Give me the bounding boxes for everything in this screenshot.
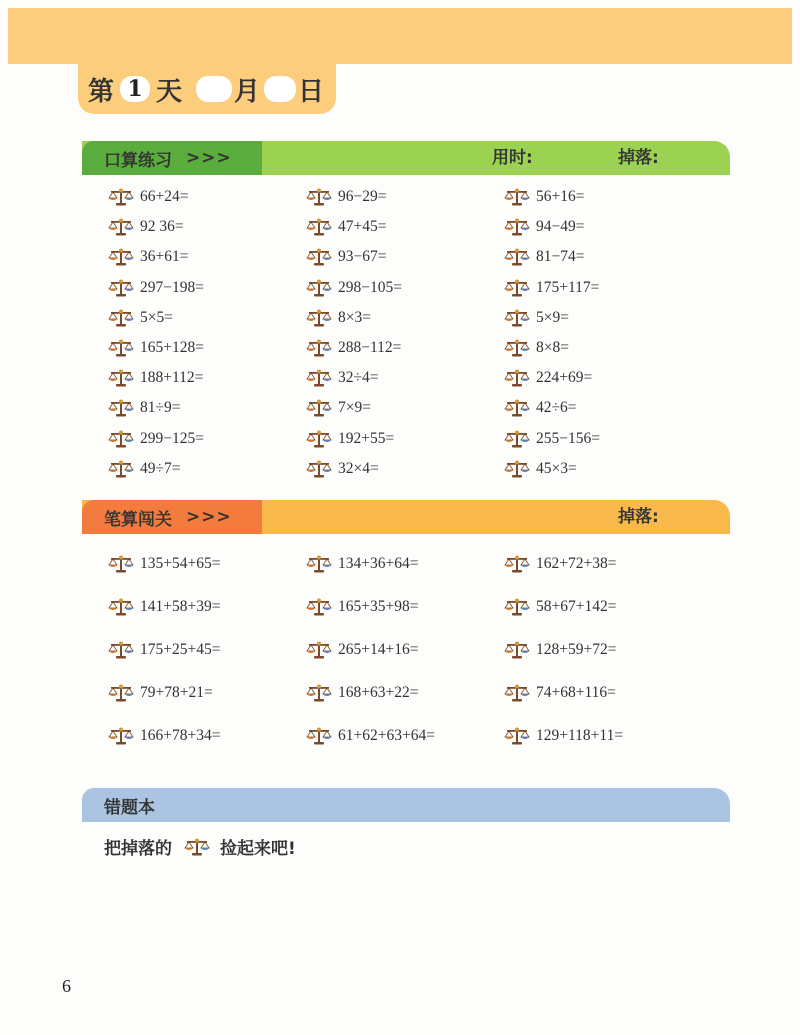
balance-scale-icon: [504, 598, 530, 616]
balance-scale-icon: [108, 684, 134, 702]
balance-scale-icon: [306, 339, 332, 357]
problem-item: [504, 424, 702, 454]
problem-text: 175+117=: [536, 278, 600, 296]
problem-item: [504, 393, 702, 423]
problem-item: [108, 393, 306, 423]
problem-text: 288−112=: [338, 339, 402, 357]
problem-item: [504, 182, 702, 212]
balance-scale-icon: [108, 218, 134, 236]
balance-scale-icon: [504, 339, 530, 357]
balance-scale-icon: [306, 218, 332, 236]
mistakes-section-label: [82, 788, 222, 822]
balance-scale-icon: [306, 399, 332, 417]
problem-text: 96−29=: [338, 188, 387, 206]
balance-scale-icon: [108, 430, 134, 448]
written-section-header: [82, 500, 730, 534]
problem-text: 56+16=: [536, 188, 585, 206]
problem-text: 79+78+21=: [140, 683, 213, 701]
problem-item: [306, 671, 504, 714]
mistakes-section-title: 错题本: [104, 797, 155, 818]
balance-scale-icon: [108, 188, 134, 206]
balance-scale-icon: [108, 279, 134, 297]
problem-item: [504, 212, 702, 242]
balance-scale-icon: [108, 727, 134, 745]
balance-scale-icon: [108, 399, 134, 417]
problem-text: 7×9=: [338, 399, 371, 417]
balance-scale-icon: [108, 248, 134, 266]
balance-scale-icon: [108, 339, 134, 357]
balance-scale-icon: [108, 460, 134, 478]
day-prefix: 第: [88, 76, 115, 107]
problem-text: 49÷7=: [140, 459, 181, 477]
written-dropped-label: 掉落:: [618, 507, 659, 527]
problem-item: [306, 182, 504, 212]
problem-item: [306, 454, 504, 484]
problem-text: 32×4=: [338, 459, 379, 477]
day-field[interactable]: [264, 76, 296, 102]
problem-text: 134+36+64=: [338, 555, 419, 573]
balance-scale-icon: [306, 430, 332, 448]
page-number: 6: [62, 976, 71, 996]
balance-scale-icon: [504, 248, 530, 266]
problem-item: [306, 586, 504, 629]
balance-scale-icon: [504, 309, 530, 327]
problem-text: 36+61=: [140, 248, 189, 266]
problem-item: [504, 454, 702, 484]
problem-text: 298−105=: [338, 278, 402, 296]
written-section-title: 笔算闯关: [104, 509, 172, 530]
balance-scale-icon: [108, 641, 134, 659]
date-header: [78, 64, 336, 114]
problem-item: [108, 586, 306, 629]
problem-item: [504, 333, 702, 363]
problem-text: 92 36=: [140, 218, 184, 236]
problem-text: 265+14+16=: [338, 640, 419, 658]
balance-scale-icon: [306, 555, 332, 573]
oral-section-arrows: >>>: [186, 148, 232, 168]
problem-text: 5×9=: [536, 308, 569, 326]
problem-item: [306, 212, 504, 242]
balance-scale-icon: [504, 279, 530, 297]
problem-item: [306, 629, 504, 672]
problem-item: [306, 273, 504, 303]
problem-item: [108, 273, 306, 303]
problem-text: 93−67=: [338, 248, 387, 266]
problem-item: [504, 671, 702, 714]
problem-text: 166+78+34=: [140, 726, 221, 744]
balance-scale-icon: [504, 555, 530, 573]
problem-text: 135+54+65=: [140, 555, 221, 573]
written-section-label: [82, 500, 262, 534]
month-field[interactable]: [196, 76, 232, 102]
problem-item: [108, 363, 306, 393]
oral-section-label: [82, 141, 262, 175]
problem-item: [108, 212, 306, 242]
problem-text: 224+69=: [536, 369, 593, 387]
problem-item: [504, 586, 702, 629]
mistakes-section-header: [82, 788, 730, 822]
balance-scale-icon: [184, 838, 210, 856]
problem-text: 165+35+98=: [338, 598, 419, 616]
problem-item: [306, 333, 504, 363]
problem-item: [504, 273, 702, 303]
problem-text: 74+68+116=: [536, 683, 616, 701]
balance-scale-icon: [306, 684, 332, 702]
balance-scale-icon: [306, 641, 332, 659]
balance-scale-icon: [306, 309, 332, 327]
month-label: 月: [234, 76, 261, 107]
problem-item: [108, 242, 306, 272]
problem-text: 81−74=: [536, 248, 585, 266]
problem-item: [504, 242, 702, 272]
problem-text: 32÷4=: [338, 369, 379, 387]
problem-item: [504, 629, 702, 672]
problem-item: [306, 543, 504, 586]
problem-text: 5×5=: [140, 308, 173, 326]
balance-scale-icon: [504, 430, 530, 448]
balance-scale-icon: [306, 279, 332, 297]
time-label: 用时:: [492, 148, 533, 168]
balance-scale-icon: [306, 369, 332, 387]
problem-item: [306, 393, 504, 423]
problem-text: 45×3=: [536, 459, 577, 477]
problem-item: [108, 182, 306, 212]
problem-text: 175+25+45=: [140, 640, 221, 658]
note-before: 把掉落的: [104, 839, 172, 859]
problem-item: [306, 714, 504, 757]
problem-text: 129+118+11=: [536, 726, 624, 744]
header-band: [8, 8, 792, 64]
problem-text: 141+58+39=: [140, 598, 221, 616]
problem-item: [306, 303, 504, 333]
problem-text: 192+55=: [338, 429, 395, 447]
balance-scale-icon: [504, 399, 530, 417]
problem-text: 188+112=: [140, 369, 204, 387]
balance-scale-icon: [306, 460, 332, 478]
oral-section-header: [82, 141, 730, 175]
problem-text: 255−156=: [536, 429, 600, 447]
day-label: 日: [298, 76, 325, 107]
balance-scale-icon: [108, 555, 134, 573]
problem-text: 299−125=: [140, 429, 204, 447]
problem-item: [504, 363, 702, 393]
day-suffix: 天: [156, 76, 183, 107]
problem-item: [108, 303, 306, 333]
problem-item: [306, 363, 504, 393]
problem-item: [504, 303, 702, 333]
balance-scale-icon: [504, 188, 530, 206]
problem-item: [108, 454, 306, 484]
problem-text: 8×3=: [338, 308, 371, 326]
problem-text: 61+62+63+64=: [338, 726, 435, 744]
written-problem-grid: [108, 543, 702, 757]
problem-item: [108, 714, 306, 757]
balance-scale-icon: [108, 369, 134, 387]
day-number: 1: [120, 76, 150, 102]
problem-text: 58+67+142=: [536, 598, 617, 616]
oral-dropped-label: 掉落:: [618, 148, 659, 168]
problem-item: [504, 543, 702, 586]
balance-scale-icon: [108, 598, 134, 616]
balance-scale-icon: [504, 641, 530, 659]
oral-problem-grid: [108, 182, 702, 484]
problem-text: 128+59+72=: [536, 640, 617, 658]
problem-text: 168+63+22=: [338, 683, 419, 701]
problem-item: [108, 629, 306, 672]
balance-scale-icon: [504, 218, 530, 236]
balance-scale-icon: [306, 727, 332, 745]
written-section-arrows: >>>: [186, 507, 232, 527]
balance-scale-icon: [306, 598, 332, 616]
balance-scale-icon: [504, 369, 530, 387]
problem-text: 94−49=: [536, 218, 585, 236]
problem-item: [306, 424, 504, 454]
oral-section-title: 口算练习: [104, 150, 172, 171]
problem-text: 47+45=: [338, 218, 387, 236]
balance-scale-icon: [108, 309, 134, 327]
problem-text: 162+72+38=: [536, 555, 617, 573]
balance-scale-icon: [306, 188, 332, 206]
mistakes-note: [104, 834, 296, 859]
problem-item: [306, 242, 504, 272]
problem-text: 81÷9=: [140, 399, 181, 417]
note-after: 捡起来吧!: [220, 839, 296, 859]
problem-text: 42÷6=: [536, 399, 577, 417]
problem-item: [108, 671, 306, 714]
problem-item: [108, 543, 306, 586]
problem-item: [108, 333, 306, 363]
problem-text: 66+24=: [140, 188, 189, 206]
problem-text: 165+128=: [140, 339, 204, 357]
balance-scale-icon: [306, 248, 332, 266]
balance-scale-icon: [504, 727, 530, 745]
balance-scale-icon: [504, 684, 530, 702]
problem-item: [504, 714, 702, 757]
balance-scale-icon: [504, 460, 530, 478]
problem-item: [108, 424, 306, 454]
problem-text: 8×8=: [536, 339, 569, 357]
problem-text: 297−198=: [140, 278, 204, 296]
